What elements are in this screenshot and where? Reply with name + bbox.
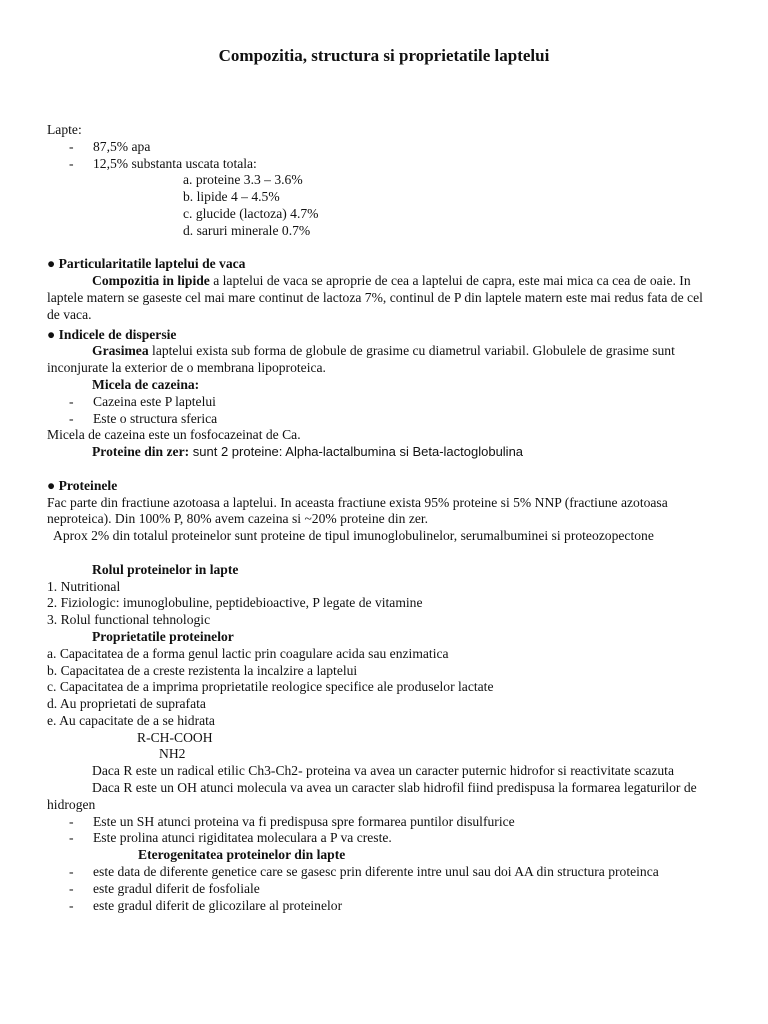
particularitati-paragraph: Compozitia in lipide a laptelui de vaca se aproprie de cea a laptelui de capra, este mai mica ca cea de oaie. In laptele matern se gaseste cel mai mare continut de lactoza 7%, continul de P din laptele matern este mai redus fata de cel de vaca. [47, 273, 703, 322]
proprietatile-dash-item: - Este prolina atunci rigiditatea moleculara a P va creste. [69, 830, 392, 846]
oh-paragraph: Daca R este un OH atunci molecula va avea un caracter slab hidrofil fiind predispusa la formarea legaturilor de hidrogen [47, 780, 697, 812]
lapte-sub-item: b. lipide 4 – 4.5% [183, 189, 280, 205]
micela-heading: Micela de cazeina: [92, 376, 200, 392]
lapte-sub-item: c. glucide (lactoza) 4.7% [183, 205, 319, 221]
grasimea-paragraph: Grasimea laptelui exista sub forma de globule de grasime cu diametrul variabil. Globulele de grasime sunt inconjurate la exterior de o membrana lipoproteica. [47, 343, 675, 376]
lapte-sub-item: d. saruri minerale 0.7% [183, 222, 311, 238]
formula-line: R-CH-COOH [137, 729, 213, 745]
proteinele-paragraph: Aprox 2% din totalul proteinelor sunt proteine de tipul imunoglobulinelor, serumalbuminei si proteozopectone [53, 528, 654, 544]
proprietatile-item: a. Capacitatea de a forma genul lactic prin coagulare acida sau enzimatica [47, 645, 449, 661]
eterogenitatea-item: - este data de diferente genetice care se gasesc prin diferente intre unul sau doi AA din structura proteinca [69, 864, 659, 880]
lapte-item: - 12,5% substanta uscata totala: [69, 155, 257, 171]
proprietatile-item: b. Capacitatea de a creste rezistenta la incalzire a laptelui [47, 662, 358, 678]
rolul-item: 2. Fiziologic: imunoglobuline, peptidebioactive, P legate de vitamine [47, 595, 423, 611]
proprietatile-item: e. Au capacitate de a se hidrata [47, 712, 215, 728]
formula-line: NH2 [159, 746, 186, 762]
proteinele-paragraph: Fac parte din fractiune azotoasa a laptelui. In aceasta fractiune exista 95% proteine si 5% NNP (fractiune azotoasa neproteica). Din 100% P, 80% avem cazeina si ~20% proteine din zer. [47, 494, 668, 527]
micela-item: - Cazeina este P laptelui [69, 393, 216, 409]
proprietatile-heading: Proprietatile proteinelor [92, 628, 234, 644]
zer-paragraph: Proteine din zer: sunt 2 proteine: Alpha-lactalbumina si Beta-lactoglobulina [92, 444, 524, 460]
eterogenitatea-item: - este gradul diferit de fosfoliale [69, 880, 260, 896]
lapte-sub-item: a. proteine 3.3 – 3.6% [183, 172, 303, 188]
section-heading-particularitati: ● Particularitatile laptelui de vaca [47, 256, 246, 272]
rolul-item: 3. Rolul functional tehnologic [47, 612, 211, 628]
proprietatile-item: d. Au proprietati de suprafata [47, 696, 206, 712]
radical-paragraph: Daca R este un radical etilic Ch3-Ch2- proteina va avea un caracter puternic hidrofor si reactivitate scazuta [92, 763, 674, 779]
eterogenitatea-item: - este gradul diferit de glicozilare al proteinelor [69, 897, 343, 913]
rolul-item: 1. Nutritional [47, 578, 121, 594]
lapte-label: Lapte: [47, 122, 82, 137]
micela-text: Micela de cazeina este un fosfocazeinat de Ca. [47, 427, 301, 443]
rolul-heading: Rolul proteinelor in lapte [92, 561, 239, 577]
proprietatile-dash-item: - Este un SH atunci proteina va fi predispusa spre formarea puntilor disulfurice [69, 813, 515, 829]
proprietatile-item: c. Capacitatea de a imprima proprietatile reologice specifice ale produselor lactate [47, 679, 494, 695]
document-body [47, 122, 719, 914]
section-heading-proteinele: ● Proteinele [47, 477, 118, 493]
page-title: Compozitia, structura si proprietatile laptelui [218, 46, 550, 65]
micela-item: - Este o structura sferica [69, 410, 218, 426]
section-heading-indice: ● Indicele de dispersie [47, 326, 177, 342]
eterogenitatea-heading: Eterogenitatea proteinelor din lapte [138, 847, 346, 863]
lapte-item: - 87,5% apa [69, 138, 151, 154]
